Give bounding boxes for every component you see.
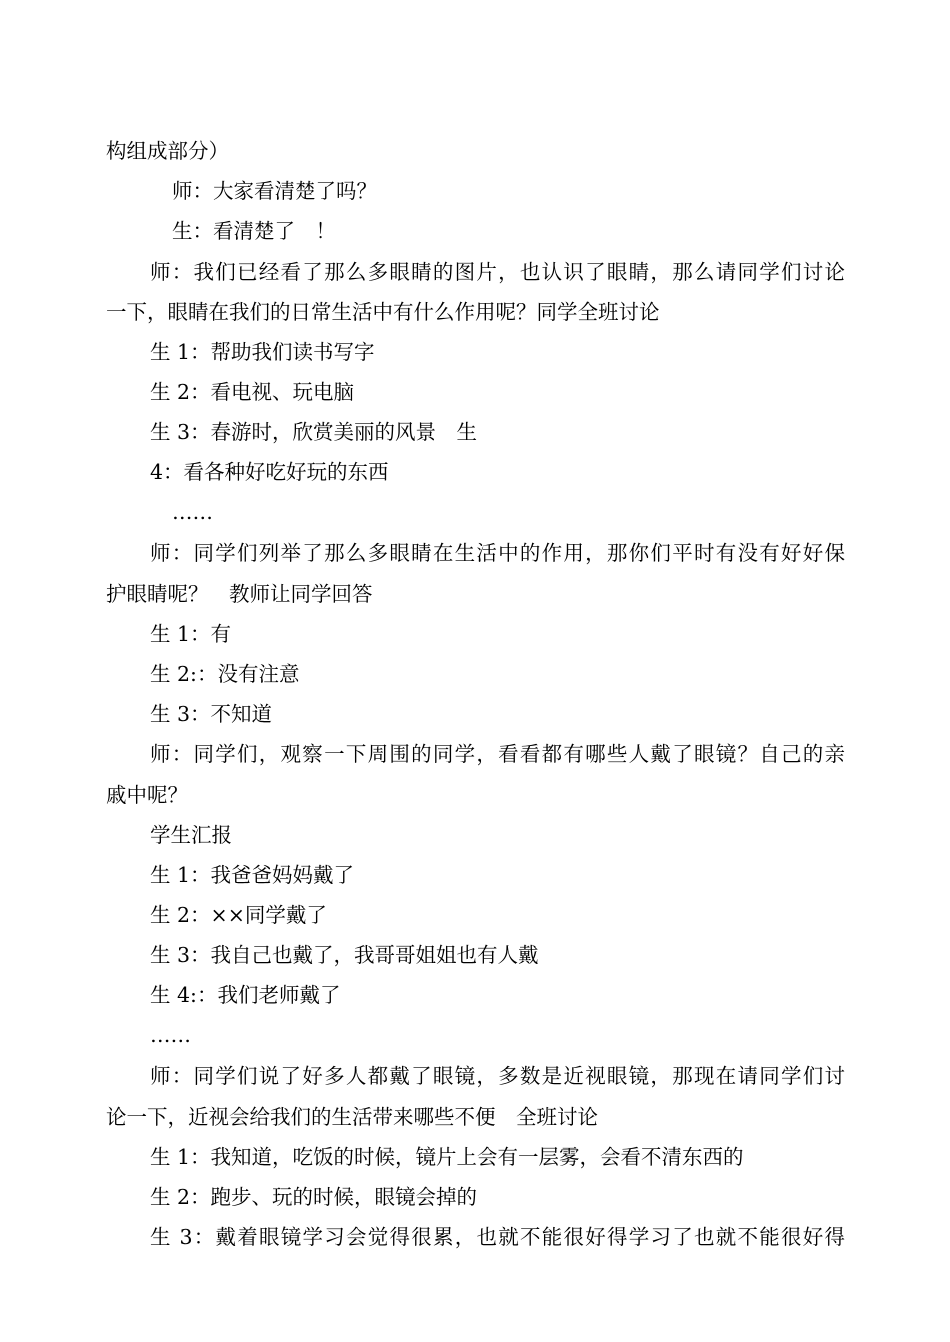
text-line: 生 3：春游时，欣赏美丽的风景 生 (150, 420, 478, 444)
text-line: 生 3：我自己也戴了，我哥哥姐姐也有人戴 (150, 943, 539, 967)
text-line: 生：看清楚了 ！ (172, 219, 336, 243)
text-line: 生 1：我知道，吃饭的时候，镜片上会有一层雾，会看不清东西的 (150, 1145, 744, 1169)
text-line: 4：看各种好吃好玩的东西 (150, 460, 389, 484)
text-line: …… (150, 1023, 191, 1047)
text-line: 生 2:：没有注意 (150, 662, 300, 686)
text-line: 生 1：我爸爸妈妈戴了 (150, 863, 355, 887)
text-line: …… (172, 500, 213, 524)
text-line: 生 1：帮助我们读书写字 (150, 340, 375, 364)
text-line: 生 4:：我们老师戴了 (150, 983, 341, 1007)
text-line: 生 2：××同学戴了 (150, 903, 327, 927)
text-line: 师：同学们，观察一下周围的同学，看看都有哪些人戴了眼镜？自己的亲 (150, 742, 845, 766)
text-line: 一下，眼睛在我们的日常生活中有什么作用呢？同学全班讨论 (106, 300, 660, 324)
text-line: 论一下，近视会给我们的生活带来哪些不便 全班讨论 (106, 1105, 598, 1129)
text-line: 生 2：看电视、玩电脑 (150, 380, 355, 404)
text-line: 生 2：跑步、玩的时候，眼镜会掉的 (150, 1185, 478, 1209)
text-line: 生 3：戴着眼镜学习会觉得很累，也就不能很好得学习了也就不能很好得 (150, 1225, 845, 1249)
text-line: 学生汇报 (150, 823, 232, 847)
text-line: 师：同学们列举了那么多眼睛在生活中的作用，那你们平时有没有好好保 (150, 541, 845, 565)
text-line: 师：我们已经看了那么多眼睛的图片，也认识了眼睛，那么请同学们讨论 (150, 260, 845, 284)
text-line: 师：同学们说了好多人都戴了眼镜，多数是近视眼镜，那现在请同学们讨 (150, 1064, 845, 1088)
text-line: 师：大家看清楚了吗？ (172, 179, 377, 203)
text-line: 戚中呢？ (106, 783, 188, 807)
text-line: 生 3：不知道 (150, 702, 273, 726)
text-line: 生 1：有 (150, 622, 232, 646)
text-line: 构组成部分） (106, 139, 229, 163)
text-line: 护眼睛呢？ 教师让同学回答 (106, 582, 373, 606)
